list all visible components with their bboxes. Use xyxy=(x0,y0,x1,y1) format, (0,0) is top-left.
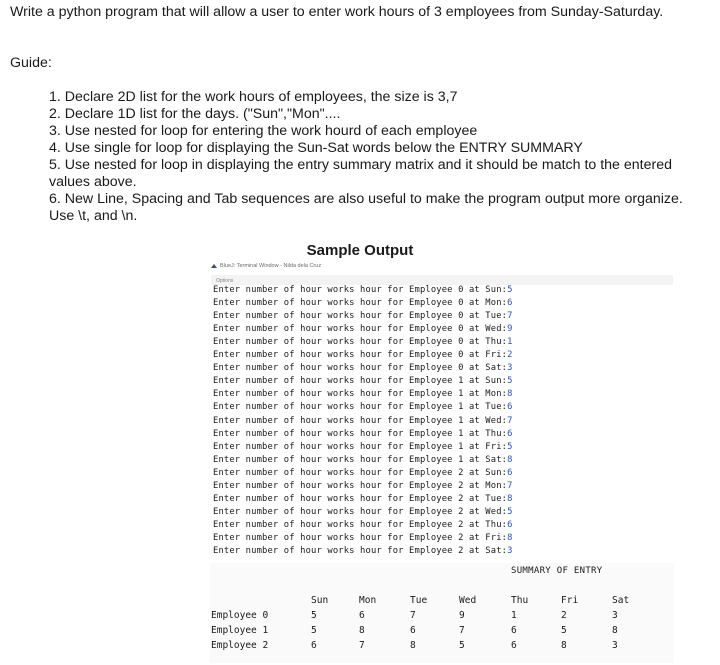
summary-day-header: Mon xyxy=(359,595,377,606)
summary-cell: 6 xyxy=(311,640,317,651)
guide-step: 5. Use nested for loop in displaying the entry summary matrix and it should be match to the entered values above. xyxy=(49,157,673,190)
terminal-line: Enter number of hour works hour for Employee 2 at Wed:5 xyxy=(213,506,513,517)
summary-cell: 5 xyxy=(311,625,317,636)
summary-cell: 3 xyxy=(612,610,618,621)
entered-value: 5 xyxy=(507,441,513,452)
summary-panel xyxy=(210,563,674,663)
terminal-line: Enter number of hour works hour for Employee 1 at Fri:5 xyxy=(213,441,513,452)
summary-day-header: Sun xyxy=(311,595,329,606)
terminal-window-title: BlueJ: Terminal Window - Nilda dela Cruz xyxy=(220,263,322,269)
entered-value: 6 xyxy=(507,428,513,439)
terminal-line: Enter number of hour works hour for Employee 0 at Tue:7 xyxy=(213,311,513,322)
terminal-line: Enter number of hour works hour for Employee 1 at Sun:5 xyxy=(213,376,513,387)
entered-value: 5 xyxy=(507,285,513,295)
terminal-output xyxy=(210,285,674,585)
entered-value: 3 xyxy=(507,546,513,556)
summary-cell: 6 xyxy=(359,610,365,621)
terminal-line: Enter number of hour works hour for Employee 1 at Sat:8 xyxy=(213,454,513,465)
terminal-menu-bar xyxy=(211,275,673,285)
entered-value: 8 xyxy=(507,454,513,465)
guide-step: 1. Declare 2D list for the work hours of employees, the size is 3,7 xyxy=(49,89,458,105)
entered-value: 7 xyxy=(507,480,513,491)
summary-cell: 7 xyxy=(459,625,465,636)
summary-cell: 6 xyxy=(511,625,517,636)
terminal-line: Enter number of hour works hour for Employee 0 at Wed:9 xyxy=(213,324,513,335)
intro-text: Write a python program that will allow a user to enter work hours of 3 employees from Sunday-Saturday. xyxy=(10,4,664,20)
summary-cell: 7 xyxy=(410,610,416,621)
terminal-line: Enter number of hour works hour for Employee 1 at Wed:7 xyxy=(213,415,513,426)
entered-value: 6 xyxy=(507,467,513,478)
guide-step: 3. Use nested for loop for entering the work hourd of each employee xyxy=(49,123,478,139)
summary-day-header: Fri xyxy=(561,595,579,606)
summary-day-header: Sat xyxy=(612,595,630,606)
entered-value: 5 xyxy=(507,376,513,387)
summary-day-header: Wed xyxy=(459,595,477,606)
entered-value: 5 xyxy=(507,506,513,517)
summary-day-header: Tue xyxy=(410,595,428,606)
guide-step: 6. New Line, Spacing and Tab sequences are also useful to make the program output more organize. Use \t, and \n. xyxy=(49,191,683,224)
summary-cell: 8 xyxy=(561,640,567,651)
summary-cell: 9 xyxy=(459,610,465,621)
entered-value: 8 xyxy=(507,493,513,504)
guide-step: 2. Declare 1D list for the days. ("Sun","Mon".... xyxy=(49,106,341,122)
entered-value: 8 xyxy=(507,532,513,543)
summary-cell: 8 xyxy=(612,625,618,636)
entered-value: 6 xyxy=(507,519,513,530)
guide-label: Guide: xyxy=(10,55,52,71)
summary-title: SUMMARY OF ENTRY xyxy=(511,566,603,576)
terminal-line: Enter number of hour works hour for Employee 2 at Sun:6 xyxy=(213,467,513,478)
entered-value: 2 xyxy=(507,350,513,361)
entered-value: 7 xyxy=(507,415,513,426)
terminal-line: Enter number of hour works hour for Employee 2 at Mon:7 xyxy=(213,480,513,491)
terminal-line: Enter number of hour works hour for Employee 2 at Sat:3 xyxy=(213,546,513,556)
terminal-line: Enter number of hour works hour for Employee 0 at Thu:1 xyxy=(213,337,513,348)
terminal-line: Enter number of hour works hour for Employee 0 at Sat:3 xyxy=(213,363,513,374)
summary-cell: 7 xyxy=(359,640,365,651)
terminal-line: Enter number of hour works hour for Employee 2 at Fri:8 xyxy=(213,532,513,543)
terminal-line: Enter number of hour works hour for Employee 0 at Sun:5 xyxy=(213,285,513,295)
summary-row-label: Employee 0 xyxy=(211,610,269,621)
summary-cell: 6 xyxy=(410,625,416,636)
summary-cell: 5 xyxy=(459,640,465,651)
summary-cell: 1 xyxy=(511,610,517,621)
entered-value: 6 xyxy=(507,298,513,309)
entered-value: 7 xyxy=(507,311,513,322)
summary-row-label: Employee 1 xyxy=(211,625,269,636)
terminal-line: Enter number of hour works hour for Employee 0 at Mon:6 xyxy=(213,298,513,309)
terminal-line: Enter number of hour works hour for Employee 1 at Thu:6 xyxy=(213,428,513,439)
summary-day-header: Thu xyxy=(511,595,529,606)
summary-row-label: Employee 2 xyxy=(211,640,269,651)
sample-output-title: Sample Output xyxy=(306,242,414,259)
entered-value: 1 xyxy=(507,337,513,348)
summary-cell: 8 xyxy=(410,640,416,651)
terminal-line: Enter number of hour works hour for Employee 2 at Tue:8 xyxy=(213,493,513,504)
summary-cell: 5 xyxy=(561,625,567,636)
terminal-line: Enter number of hour works hour for Employee 1 at Tue:6 xyxy=(213,402,513,413)
entered-value: 6 xyxy=(507,402,513,413)
summary-cell: 8 xyxy=(359,625,365,636)
terminal-line: Enter number of hour works hour for Employee 1 at Mon:8 xyxy=(213,389,513,400)
terminal-line: Enter number of hour works hour for Employee 0 at Fri:2 xyxy=(213,350,513,361)
summary-cell: 5 xyxy=(311,610,317,621)
summary-cell: 3 xyxy=(612,640,618,651)
guide-step: 4. Use single for loop for displaying the Sun-Sat words below the ENTRY SUMMARY xyxy=(49,140,583,156)
entered-value: 3 xyxy=(507,363,513,374)
entered-value: 9 xyxy=(507,324,513,335)
terminal-line: Enter number of hour works hour for Employee 2 at Thu:6 xyxy=(213,519,513,530)
summary-cell: 6 xyxy=(511,640,517,651)
terminal-options-menu[interactable]: Options xyxy=(216,278,234,284)
terminal-title-bar xyxy=(211,263,511,269)
summary-cell: 2 xyxy=(561,610,567,621)
bluej-bird-icon xyxy=(211,264,217,269)
entered-value: 8 xyxy=(507,389,513,400)
guide-steps xyxy=(49,89,689,225)
